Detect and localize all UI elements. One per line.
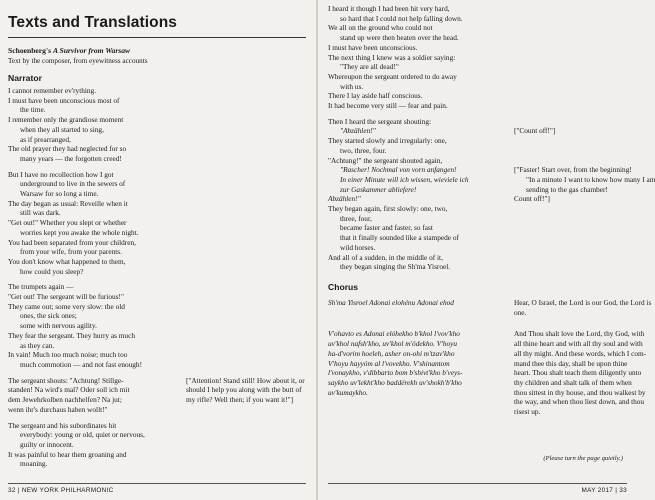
- chorus-1-english: [514, 298, 651, 317]
- text-line: underground to live in the sewers of: [20, 179, 126, 189]
- chorus-2-english: [514, 329, 646, 416]
- english-line: thou sittest in thy house, and thou walkest by: [514, 387, 646, 397]
- hebrew-line: l'vonaykho, v'dibbarto bom b'shivt'kho b'veys-: [328, 368, 463, 378]
- gloss-line: sending to the gas chamber!: [526, 184, 608, 194]
- gloss-line: ["Attention! Stand still! How about it, or: [186, 375, 305, 385]
- text-line: ones, the sick ones;: [20, 311, 77, 321]
- text-line: I cannot remember ev'rything.: [8, 86, 97, 95]
- work-subtitle: Text by the composer, from eyewitness accounts: [8, 57, 148, 65]
- work-title-italic: A Survivor from Warsaw: [52, 46, 131, 55]
- text-line: with us.: [340, 81, 364, 91]
- text-line: Then I heard the sergeant shouting:: [328, 116, 432, 126]
- right-stanza-1: [328, 4, 627, 111]
- count-off-text: [328, 117, 514, 156]
- sergeant-shout-german: [8, 376, 186, 415]
- text-line: the time.: [20, 105, 46, 115]
- work-title: [8, 46, 318, 55]
- chorus-2-hebrew: [328, 329, 514, 416]
- footer-rule: [328, 483, 627, 484]
- gloss-line: "In a minute I want to know how many I am: [526, 174, 655, 184]
- text-line: The next thing I knew was a soldier saying:: [328, 52, 456, 62]
- text-line: You had been separated from your children,: [8, 237, 136, 247]
- text-line: "Get out! The sergeant will be furious!": [8, 292, 124, 302]
- text-line: standen! Na wird's mal? Oder soll ich mit: [8, 385, 130, 395]
- text-line: The old prayer they had neglected for so: [8, 144, 127, 154]
- title-rule: [8, 37, 306, 38]
- work-title-prefix: Schoenberg's: [8, 46, 53, 55]
- text-line: Whereupon the sergeant ordered to do away: [328, 71, 457, 81]
- text-line: guilty or innocent.: [20, 439, 74, 449]
- text-line: I heard it though I had been hit very hard,: [328, 4, 450, 13]
- text-line: They came out; some very slow: the old: [8, 301, 125, 311]
- faster-translation: [514, 156, 655, 205]
- text-line: There I lay aside half conscious.: [328, 91, 423, 101]
- chorus-2: [328, 329, 647, 417]
- text-line: two, three, four.: [340, 145, 387, 155]
- text-line: many years — the forgotten creed!: [20, 153, 122, 163]
- faster-text: [328, 156, 514, 205]
- stanza-4: [8, 421, 318, 470]
- text-line: when they all started to sing,: [20, 124, 104, 134]
- right-stanza-2c: [328, 204, 627, 272]
- text-line: from your wife, from your parents.: [20, 247, 122, 257]
- text-line: they began singing the Sh'ma Yisroel.: [340, 262, 451, 272]
- gloss-line: should I help you along with the butt of: [186, 385, 302, 395]
- english-line: risest up.: [514, 407, 541, 417]
- gloss-line: ["Faster! Start over, from the beginning!: [514, 165, 632, 175]
- sergeant-shout-block: [8, 376, 318, 415]
- english-line: And Thou shalt love the Lord, thy God, with: [514, 329, 645, 339]
- text-line: I must have been unconscious.: [328, 42, 418, 52]
- text-line: They fear the sergeant. They hurry as much: [8, 330, 135, 340]
- text-line: "Achtung!" the sergeant shouted again,: [328, 155, 443, 165]
- english-line: one.: [514, 307, 527, 317]
- english-line: mand thee this day, shall be upon thine: [514, 358, 628, 368]
- text-line: some with nervous agility.: [20, 321, 97, 331]
- faster-block: [328, 155, 655, 205]
- text-line: "Get out!" Whether you slept or whether: [8, 218, 127, 228]
- text-line: zur Gaskammer abliefere!: [340, 184, 417, 194]
- text-line: But I have no recollection how I got: [8, 169, 114, 179]
- hebrew-line: Sh'ma Yisroel Adonai elohénu Adonai ehod: [328, 297, 454, 307]
- chorus-1: [328, 297, 652, 317]
- gloss-line: my rifle? Well then; if you want it!"]: [186, 395, 294, 405]
- text-line: In vain! Much too much noise; much too: [8, 350, 128, 360]
- text-line: The day began as usual: Reveille when it: [8, 198, 128, 208]
- footer-left: 32 | NEW YORK PHILHARMONIC: [8, 487, 114, 494]
- hebrew-line: V'hoyu hayyóm al l'vovekho. V'shinantom: [328, 358, 450, 368]
- text-line: "Abzählen!": [340, 126, 376, 136]
- text-line: so hard that I could not help falling down.: [340, 13, 463, 23]
- text-line: became faster and faster, so fast: [340, 223, 433, 233]
- narrator-heading: Narrator: [8, 73, 42, 83]
- text-line: And all of a sudden, in the middle of it,: [328, 252, 443, 262]
- text-line: In einer Minute will ich wissen, wieviele ich: [340, 174, 469, 184]
- text-line: moaning.: [20, 459, 48, 469]
- text-line: Warsaw for so long a time.: [20, 189, 99, 199]
- text-line: three, four,: [340, 213, 372, 223]
- hebrew-line: ha-d'vorim hoeleh, asher on-ohi m'tzav'kho: [328, 348, 455, 358]
- text-line: that it finally sounded like a stampede of: [340, 233, 459, 243]
- english-line: all thy might. And these words, which I com-: [514, 348, 647, 358]
- right-page: [318, 0, 655, 500]
- chorus-heading: Chorus: [328, 281, 359, 292]
- chorus-1-hebrew: [328, 298, 514, 317]
- text-line: It had become very still — fear and pain.: [328, 101, 448, 111]
- left-page: [0, 0, 318, 500]
- english-line: the way, and when thou liest down, and thou: [514, 397, 645, 407]
- text-line: It was painful to hear them groaning and: [8, 449, 127, 459]
- stanza-3: [8, 282, 318, 369]
- hebrew-line: V'ohavto es Adonai elóhekho b'khol l'vov'kho: [328, 329, 460, 339]
- english-line: Hear, O Israel, the Lord is our God, the Lord is: [514, 297, 652, 307]
- text-line: I must have been unconscious most of: [8, 95, 120, 105]
- text-line: stand up were then beaten over the head.: [340, 33, 459, 43]
- stanza-2: [8, 170, 318, 277]
- hebrew-line: saykho uv'lekht'kho baddérekh uv'shokh'b'kho: [328, 377, 462, 387]
- text-line: Abzählen!": [328, 194, 361, 204]
- text-line: "Rascher! Nochmal von vorn anfangen!: [340, 165, 457, 175]
- footer-right: MAY 2017 | 33: [581, 487, 627, 494]
- count-off-block: [328, 117, 627, 156]
- text-line: The trumpets again —: [8, 282, 74, 292]
- text-line: as they can.: [20, 340, 55, 350]
- text-line: We all on the ground who could not: [328, 23, 433, 33]
- turn-page-note: (Please turn the page quietly.): [543, 455, 623, 462]
- text-line: dem Jewehrkolben nachhelfen? Na jut;: [8, 395, 122, 405]
- text-line: They started slowly and irregularly: one,: [328, 136, 447, 146]
- text-line: "They are all dead!": [340, 62, 399, 72]
- text-line: You don't know what happened to them,: [8, 256, 126, 266]
- english-line: all thine heart and with all thy soul and with: [514, 339, 643, 349]
- text-line: wild horses.: [340, 242, 376, 252]
- stanza-1: [8, 86, 318, 164]
- english-line: heart. Thou shalt teach them diligently unto: [514, 368, 642, 378]
- count-off-translation: [514, 117, 555, 156]
- page-title: Texts and Translations: [8, 14, 178, 31]
- text-line: worries kept you awake the whole night.: [20, 227, 139, 237]
- text-line: I remember only the grandiose moment: [8, 115, 124, 125]
- footer-rule: [8, 483, 306, 484]
- gloss-line: Count off!"]: [514, 194, 550, 204]
- hebrew-line: uv'kumaykho.: [328, 387, 368, 397]
- text-line: They began again, first slowly: one, two,: [328, 204, 448, 214]
- hebrew-line: uv'khol nafsh'kho, uv'khol m'ódekho. V'hoyu: [328, 339, 457, 349]
- english-line: thy children and shalt talk of them when: [514, 377, 632, 387]
- gloss-line: ["Count off!"]: [514, 126, 556, 136]
- text-line: everybody: young or old, quiet or nervous,: [20, 430, 145, 440]
- text-line: as if prearranged,: [20, 134, 71, 144]
- text-line: The sergeant shouts: "Achtung! Stillge-: [8, 375, 124, 385]
- text-line: still was dark.: [20, 208, 61, 218]
- sergeant-shout-translation: [186, 376, 305, 415]
- text-line: much commotion — and not fast enough!: [20, 359, 142, 369]
- text-line: wenn ihr's durchaus haben wollt!": [8, 404, 108, 414]
- text-line: how could you sleep?: [20, 266, 84, 276]
- text-line: The sergeant and his subordinates hit: [8, 420, 117, 430]
